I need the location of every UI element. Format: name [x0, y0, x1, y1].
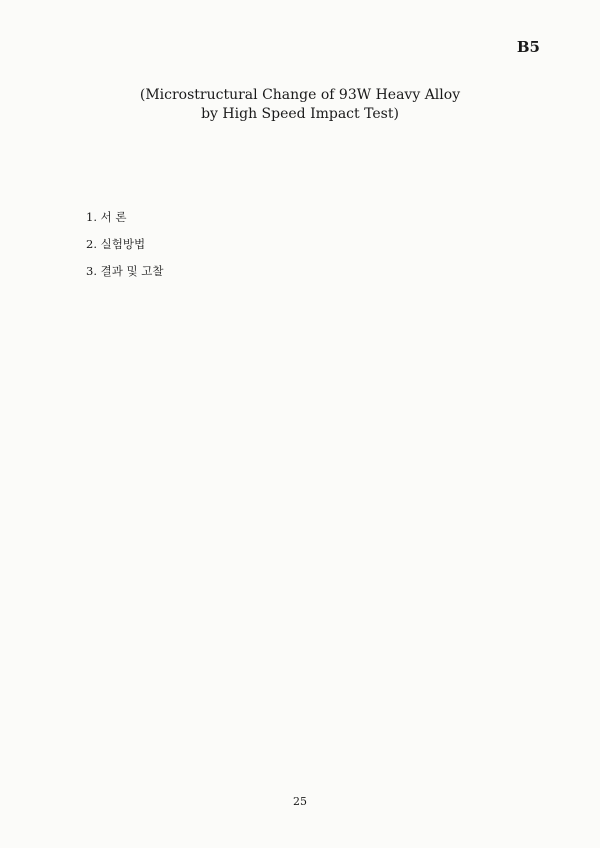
section-methods [86, 237, 518, 252]
paper-body [86, 210, 518, 291]
section-results [86, 264, 518, 279]
title-english [0, 86, 600, 124]
section-introduction [86, 210, 518, 225]
section-heading: 2. 실험방법 [86, 237, 146, 251]
page-number: 25 [293, 795, 307, 808]
title-english-line2: by High Speed Impact Test) [201, 106, 399, 122]
section-heading: 3. 결과 및 고찰 [86, 264, 164, 278]
abstract-code: B5 [516, 38, 540, 56]
title-english-line1: (Microstructural Change of 93W Heavy Alloy [139, 87, 461, 103]
section-heading: 1. 서 론 [86, 210, 127, 224]
